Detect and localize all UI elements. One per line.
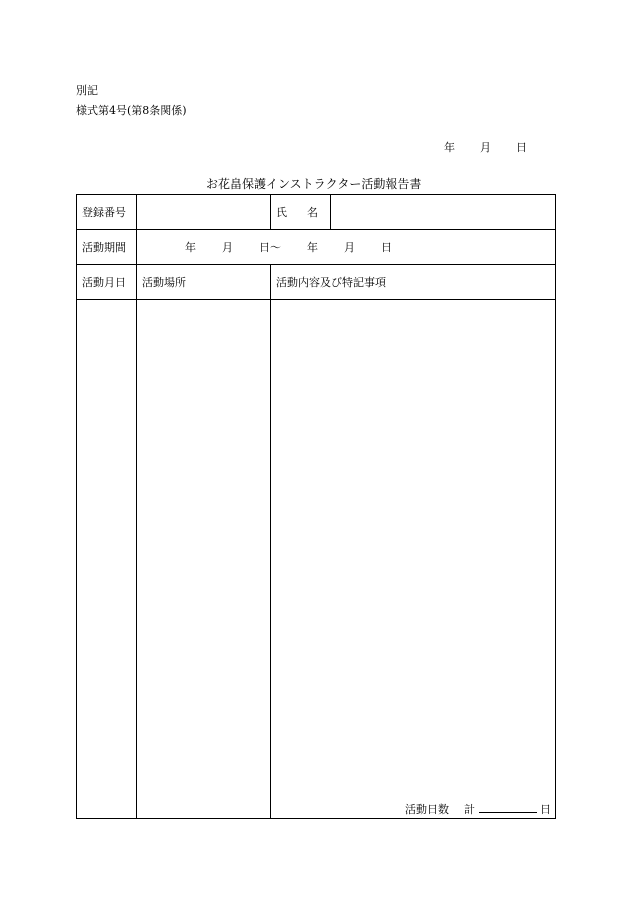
row-period — [77, 230, 556, 265]
period-label: 活動期間 — [77, 230, 137, 265]
activity-date-entry[interactable] — [77, 300, 137, 819]
row-registration — [77, 195, 556, 230]
registration-number-field[interactable] — [137, 195, 271, 230]
days-unit: 日 — [540, 803, 551, 816]
name-label: 氏 名 — [271, 195, 331, 230]
total-label: 計 — [464, 803, 475, 816]
date-day: 日 — [516, 141, 527, 154]
activity-content-entry[interactable] — [271, 300, 556, 819]
period-field[interactable]: 年 月 日〜 年 月 日 — [137, 230, 556, 265]
form-number: 様式第4号(第8条関係) — [76, 104, 187, 117]
col-activity-place: 活動場所 — [137, 265, 271, 300]
appendix-label: 別記 — [76, 84, 98, 97]
total-days-label: 活動日数 — [405, 803, 449, 816]
row-entries — [77, 300, 556, 819]
col-activity-date: 活動月日 — [77, 265, 137, 300]
form-title: お花畠保護インストラクター活動報告書 — [206, 177, 422, 191]
report-table — [76, 194, 556, 819]
name-field[interactable] — [331, 195, 556, 230]
col-activity-content: 活動内容及び特記事項 — [271, 265, 556, 300]
date-month: 月 — [480, 141, 491, 154]
total-days-blank[interactable] — [479, 802, 537, 813]
date-year: 年 — [444, 141, 455, 154]
activity-place-entry[interactable] — [137, 300, 271, 819]
registration-number-label: 登録番号 — [77, 195, 137, 230]
row-column-headers — [77, 265, 556, 300]
